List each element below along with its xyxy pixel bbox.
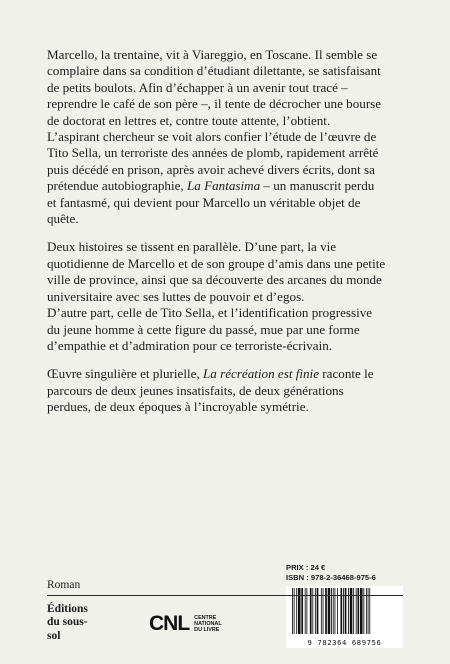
footer-divider [47, 595, 403, 596]
barcode-digits: 9 782364 689756 [307, 638, 382, 647]
blurb-paragraph-2-end: – un manuscrit perdu et fantasmé, qui devient pour Marcello un véritable objet de quête. [47, 178, 375, 227]
publisher-line-3: sol [47, 629, 61, 642]
cnl-logo-mark: CNL [149, 612, 190, 635]
cnl-logo-text-line-1: CENTRE [194, 615, 217, 621]
publisher-line-1: Éditions [47, 603, 88, 615]
blurb-paragraph-1: Marcello, la trentaine, vit à Viareggio, en Toscane. Il semble se complaire dans sa condition d’étudiant dilettante, se satisfaisant de petits boulots. Afin d’échapper à un avenir tout tracé – reprendre le café de son père –, il tente de décrocher une bourse de doctorat en lettres et, contre toute attente, l’obtient. [47, 47, 382, 128]
blurb-paragraph-5-end: raconte le parcours de deux jeunes insatisfaits, de deux générations perdues, de deux époques à l’incroyable symétrie. [47, 366, 374, 415]
price-isbn-block [286, 563, 403, 582]
blurb-paragraph-3: Deux histoires se tissent en parallèle. D’une part, la vie quotidienne de Marcello et de son groupe d’amis dans une petite ville de province, ainsi que sa découverte des arcanes du monde universitaire avec ses luttes de pouvoir et d’egos. [47, 239, 386, 304]
cnl-logo-text-line-2: NATIONAL [194, 621, 222, 627]
price-label: PRIX : 24 € [286, 563, 326, 572]
blurb-paragraph-5-start: Œuvre singulière et plurielle, [47, 366, 203, 382]
genre-label: Roman [47, 579, 81, 591]
blurb-paragraph-2-text: L’aspirant chercheur se voit alors confier l’étude de l’œuvre de Tito Sella, un terroriste des années de plomb, rapidement arrêté puis décédé en prison, après avoir achevé divers écrits, dont sa prétendue autobiographie, [47, 129, 379, 194]
blurb-paragraph-4: D’autre part, celle de Tito Sella, et l’identification progressive du jeune homme à cette figure du passé, mue par une forme d’empathie et d’admiration pour ce terroriste-écrivain. [47, 305, 373, 353]
isbn-label: ISBN : 978-2-36468-975-6 [286, 572, 376, 582]
cnl-logo-icon [149, 612, 222, 636]
cnl-logo-text-line-3: DU LIVRE [194, 627, 220, 633]
cnl-logo-text [194, 615, 221, 633]
book-title-la-fantasima: La Fantasima [187, 178, 261, 194]
publisher-name [47, 603, 88, 643]
publisher-line-2: du sous- [47, 616, 88, 629]
back-cover-blurb [47, 47, 387, 428]
book-title: La récréation est finie [203, 366, 320, 382]
blurb-paragraph-5 [47, 366, 387, 415]
blurb-paragraph-2 [47, 129, 387, 227]
